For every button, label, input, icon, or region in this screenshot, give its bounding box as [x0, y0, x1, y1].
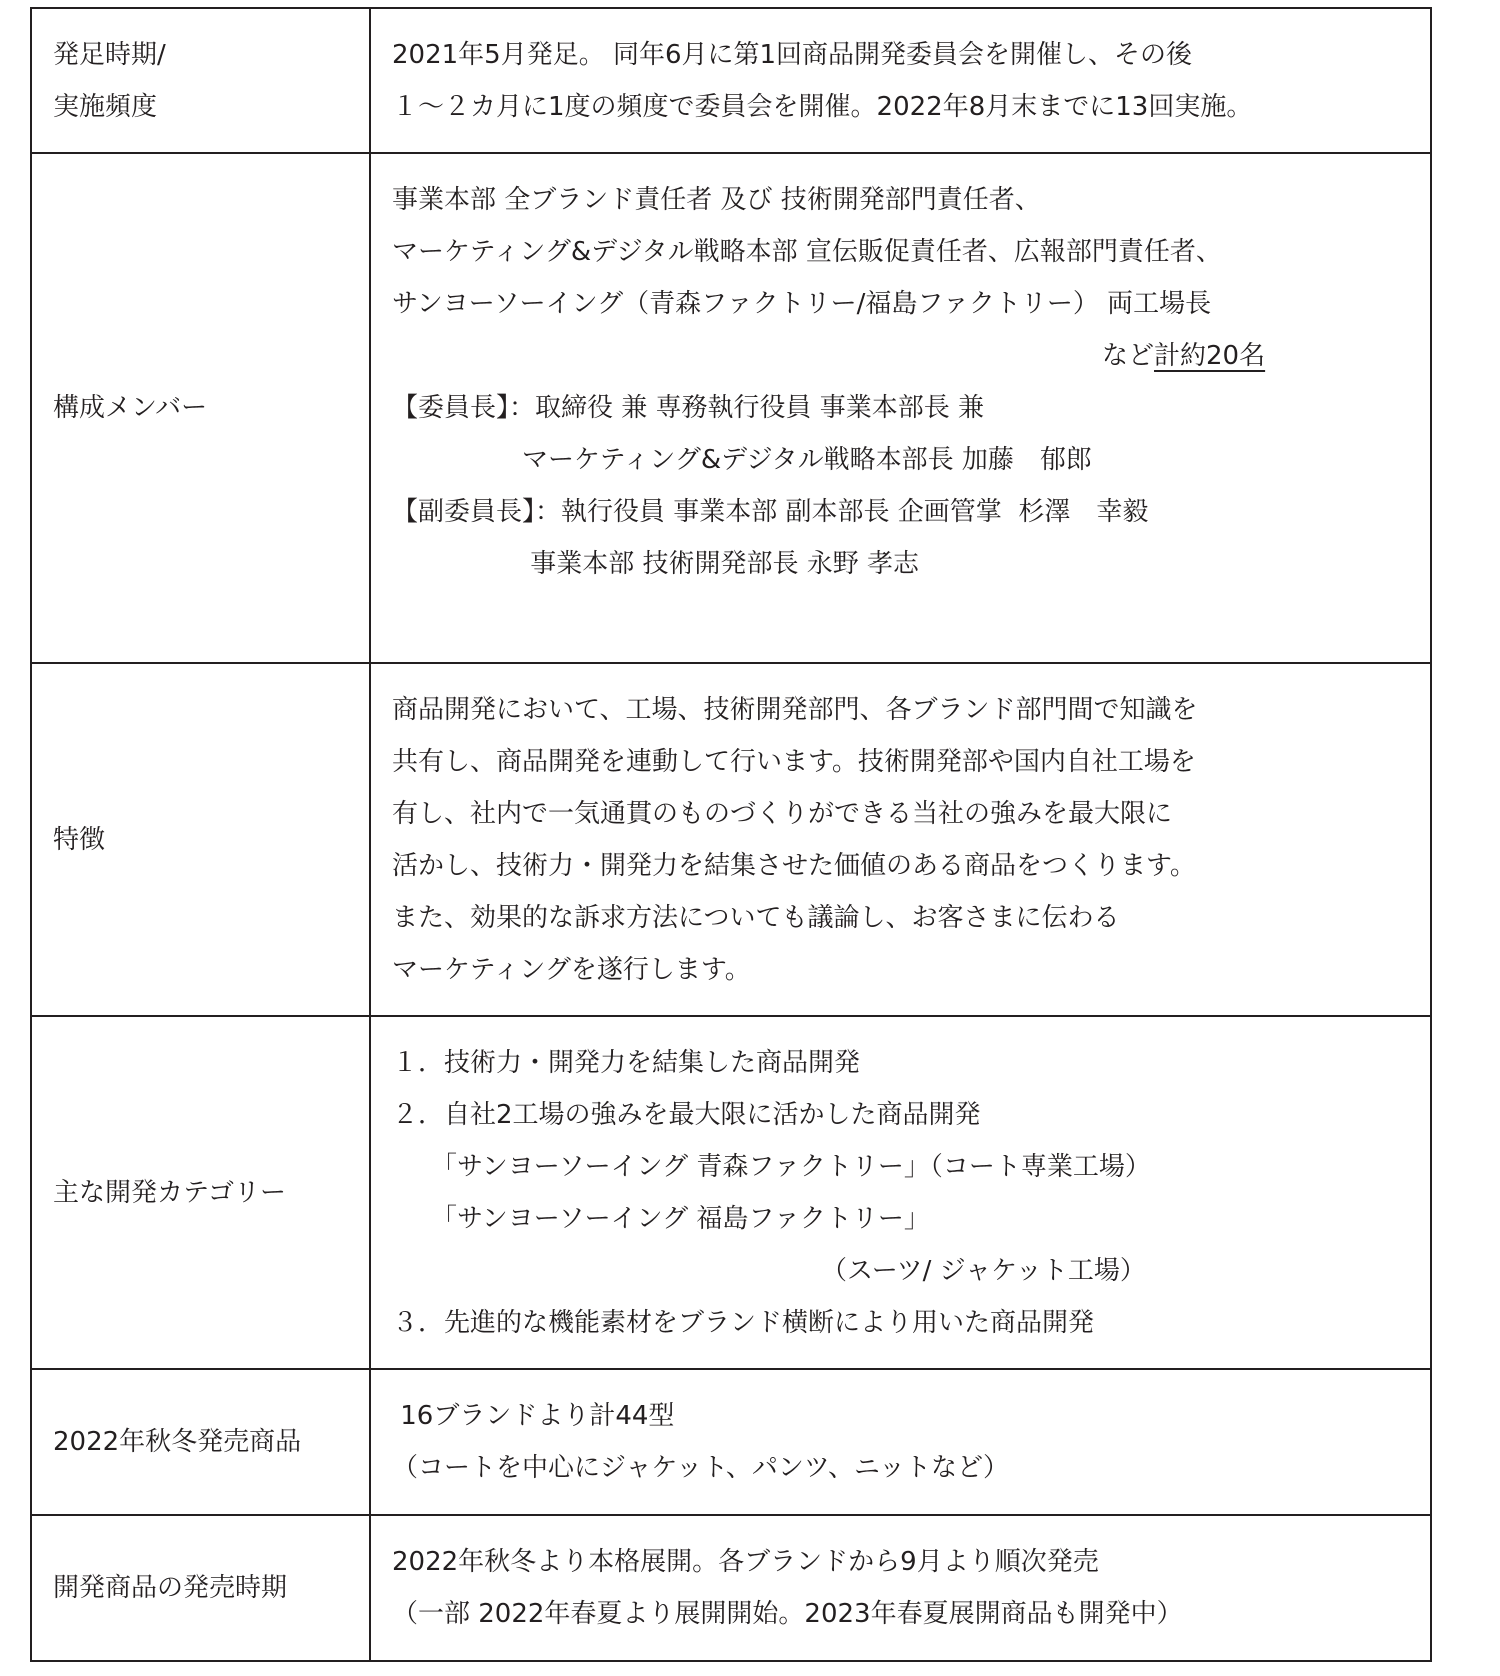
content-line: ３．先進的な機能素材をブランド横断により用いた商品開発 [392, 1308, 1095, 1338]
row-content-members [370, 153, 1431, 663]
member-total-prefix: など [1102, 341, 1155, 371]
content-line: 2022年秋冬より本格展開。各ブランドから9月より順次発売 [392, 1547, 1099, 1577]
content-line: 事業本部 全ブランド責任者 及び 技術開発部門責任者、 [392, 185, 1041, 215]
member-total-count: 計約20名 [1154, 341, 1266, 371]
table-row [31, 8, 1431, 153]
content-line: サンヨーソーイング（青森ファクトリー/福島ファクトリー） 両工場長 [392, 289, 1212, 319]
content-line: マーケティングを遂行します。 [392, 955, 751, 985]
content-line: １．技術力・開発力を結集した商品開発 [392, 1048, 861, 1078]
label-line: 発足時期/ [53, 39, 166, 70]
content-line: 事業本部 技術開発部長 永野 孝志 [392, 549, 920, 579]
row-label-features [31, 663, 370, 1016]
content-line: 【副委員長】：執行役員 事業本部 副本部長 企画管掌 杉澤 幸毅 [392, 497, 1149, 527]
committee-info-table [30, 7, 1432, 1662]
member-total-line [392, 330, 1430, 382]
content-line: 商品開発において、工場、技術開発部門、各ブランド部門間で知識を [392, 695, 1198, 725]
content-line: また、効果的な訴求方法についても議論し、お客さまに伝わる [392, 903, 1120, 933]
content-line: 共有し、商品開発を連動して行います。技術開発部や国内自社工場を [392, 747, 1196, 777]
label-line: 特徴 [53, 824, 106, 855]
content-line: （コートを中心にジャケット、パンツ、ニットなど） [392, 1453, 1009, 1483]
row-content-release-timing [370, 1515, 1431, 1661]
table-row [31, 1016, 1431, 1369]
content-line: （一部 2022年春夏より展開開始。2023年春夏展開商品も開発中） [392, 1599, 1183, 1629]
label-line: 主な開発カテゴリー [53, 1177, 286, 1208]
content-line: 有し、社内で一気通貫のものづくりができる当社の強みを最大限に [392, 799, 1173, 829]
label-line: 開発商品の発売時期 [53, 1573, 288, 1603]
row-content-start-date [370, 8, 1431, 153]
row-label-release-timing [31, 1515, 370, 1661]
content-line: 「サンヨーソーイング 青森ファクトリー」（コート専業工場） [392, 1152, 1151, 1182]
content-line: 2021年5月発足。 同年6月に第1回商品開発委員会を開催し、その後 [392, 39, 1193, 70]
row-content-categories [370, 1016, 1431, 1369]
content-line: 「サンヨーソーイング 福島ファクトリー」 [392, 1204, 930, 1234]
label-line: 構成メンバー [53, 393, 208, 423]
row-content-features [370, 663, 1431, 1016]
table-row [31, 153, 1431, 663]
content-line: （スーツ/ ジャケット工場） [392, 1256, 1146, 1286]
row-content-fw2022-products [370, 1369, 1431, 1515]
content-line: 16ブランドより計44型 [392, 1401, 675, 1431]
row-label-categories [31, 1016, 370, 1369]
table-row [31, 1369, 1431, 1515]
content-line: 【委員長】：取締役 兼 専務執行役員 事業本部長 兼 [392, 393, 985, 423]
content-line: マーケティング&デジタル戦略本部長 加藤 郁郎 [392, 445, 1092, 475]
table-row [31, 1515, 1431, 1661]
row-label-start-date [31, 8, 370, 153]
content-line: ２．自社2工場の強みを最大限に活かした商品開発 [392, 1100, 981, 1130]
content-line: マーケティング&デジタル戦略本部 宣伝販促責任者、広報部門責任者、 [392, 237, 1222, 267]
row-label-fw2022-products [31, 1369, 370, 1515]
content-line: １～２カ月に1度の頻度で委員会を開催。2022年8月末までに13回実施。 [392, 91, 1253, 122]
table-row [31, 663, 1431, 1016]
label-line: 2022年秋冬発売商品 [53, 1427, 302, 1457]
content-line: 活かし、技術力・開発力を結集させた価値のある商品をつくります。 [392, 851, 1196, 881]
label-line: 実施頻度 [53, 91, 158, 122]
row-label-members [31, 153, 370, 663]
